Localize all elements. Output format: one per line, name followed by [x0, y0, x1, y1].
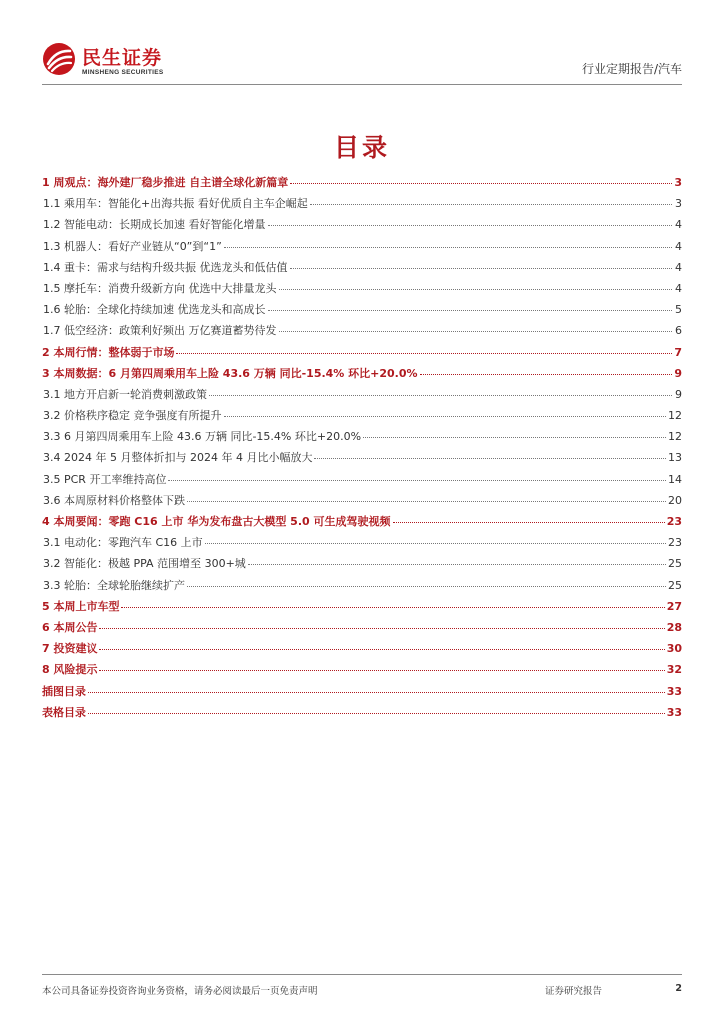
toc-entry-subsection[interactable] [42, 280, 682, 301]
toc-dot-leader [290, 183, 672, 184]
page-number: 2 [675, 983, 682, 994]
toc-entry-title[interactable]: 插图目录 [42, 684, 86, 698]
toc-entry-title[interactable]: 1.5 摩托车：消费升级新方向 优选中大排量龙头 [43, 281, 277, 295]
toc-entry-page[interactable]: 27 [666, 599, 682, 613]
toc-entry-subsection[interactable] [42, 492, 682, 513]
toc-dot-leader [209, 395, 672, 396]
toc-dot-leader [187, 501, 666, 502]
toc-entry-section[interactable] [42, 365, 682, 386]
footer-divider [42, 974, 682, 975]
toc-entry-page[interactable]: 23 [668, 536, 682, 550]
toc-entry-title[interactable]: 3.1 电动化：零跑汽车 C16 上市 [43, 536, 203, 550]
toc-entry-title[interactable]: 1.7 低空经济：政策利好频出 万亿赛道蓄势待发 [43, 324, 277, 338]
toc-entry-section[interactable] [42, 344, 682, 365]
toc-entry-title[interactable]: 3 本周数据：6 月第四周乘用车上险 43.6 万辆 同比-15.4% 环比+20.0% [42, 366, 418, 380]
toc-entry-subsection[interactable] [42, 428, 682, 449]
toc-entry-title[interactable]: 3.6 本周原材料价格整体下跌 [43, 493, 185, 507]
toc-entry-page[interactable]: 3 [675, 197, 682, 211]
toc-entry-subsection[interactable] [42, 386, 682, 407]
toc-dot-leader [290, 268, 673, 269]
toc-entry-title[interactable]: 8 风险提示 [42, 663, 98, 677]
toc-entry-subsection[interactable] [42, 407, 682, 428]
toc-dot-leader [224, 247, 672, 248]
toc-entry-subsection[interactable] [42, 577, 682, 598]
toc-entry-page[interactable]: 9 [674, 366, 682, 380]
toc-dot-leader [205, 543, 666, 544]
toc-entry-page[interactable]: 28 [666, 620, 682, 634]
toc-entry-page[interactable]: 20 [668, 493, 682, 507]
toc-entry-title[interactable]: 6 本周公告 [42, 620, 98, 634]
toc-dot-leader [99, 628, 664, 629]
toc-entry-section[interactable] [42, 513, 682, 534]
toc-entry-page[interactable]: 12 [668, 409, 682, 423]
toc-dot-leader [121, 607, 664, 608]
toc-entry-section[interactable] [42, 704, 682, 725]
toc-entry-page[interactable]: 4 [675, 281, 682, 295]
toc-entry-title[interactable]: 3.1 地方开启新一轮消费刺激政策 [43, 387, 207, 401]
toc-dot-leader [187, 586, 666, 587]
toc-dot-leader [88, 692, 665, 693]
toc-entry-title[interactable]: 3.2 智能化：极越 PPA 范围增至 300+城 [43, 557, 246, 571]
toc-entry-page[interactable]: 23 [666, 515, 682, 528]
toc-entry-title[interactable]: 1.1 乘用车：智能化+出海共振 看好优质自主车企崛起 [43, 197, 308, 211]
toc-entry-page[interactable]: 14 [668, 472, 682, 486]
toc-entry-page[interactable]: 7 [674, 345, 682, 359]
toc-entry-section[interactable] [42, 661, 682, 682]
toc-entry-title[interactable]: 3.4 2024 年 5 月整体折扣与 2024 年 4 月比小幅放大 [43, 451, 313, 465]
toc-entry-section[interactable] [42, 174, 682, 195]
minsheng-logo-icon [42, 42, 76, 76]
toc-entry-page[interactable]: 4 [675, 260, 682, 274]
toc-entry-page[interactable]: 4 [675, 239, 682, 253]
toc-entry-title[interactable]: 1.4 重卡：需求与结构升级共振 优选龙头和低估值 [43, 260, 288, 274]
page-header [42, 38, 682, 82]
toc-entry-subsection[interactable] [42, 301, 682, 322]
toc-dot-leader [99, 649, 664, 650]
toc-entry-title[interactable]: 2 本周行情：整体弱于市场 [42, 345, 175, 359]
toc-dot-leader [176, 353, 672, 354]
toc-entry-subsection[interactable] [42, 471, 682, 492]
toc-entry-section[interactable] [42, 619, 682, 640]
toc-entry-page[interactable]: 4 [675, 218, 682, 232]
toc-entry-title[interactable]: 3.3 轮胎：全球轮胎继续扩产 [43, 578, 185, 592]
toc-entry-title[interactable]: 7 投资建议 [42, 642, 98, 656]
toc-entry-title[interactable]: 5 本周上市车型 [42, 599, 120, 613]
toc-entry-page[interactable]: 5 [675, 303, 682, 317]
logo-chinese-name: 民生证券 [82, 47, 163, 69]
toc-entry-subsection[interactable] [42, 259, 682, 280]
toc-entry-title[interactable]: 3.3 6 月第四周乘用车上险 43.6 万辆 同比-15.4% 环比+20.0% [43, 430, 362, 444]
toc-entry-subsection[interactable] [42, 534, 682, 555]
document-type: 行业定期报告/汽车 [581, 62, 682, 76]
footer-disclaimer: 本公司具备证券投资咨询业务资格，请务必阅读最后一页免责声明 [42, 986, 318, 997]
toc-dot-leader [279, 289, 673, 290]
toc-entry-page[interactable]: 33 [666, 705, 682, 719]
toc-entry-page[interactable]: 25 [668, 578, 682, 592]
toc-dot-leader [363, 437, 666, 438]
table-of-contents [42, 174, 682, 725]
company-logo [42, 42, 177, 78]
toc-dot-leader [248, 564, 666, 565]
toc-entry-title[interactable]: 3.5 PCR 开工率维持高位 [43, 472, 167, 486]
toc-entry-page[interactable]: 32 [666, 663, 682, 677]
toc-entry-section[interactable] [42, 598, 682, 619]
toc-dot-leader [224, 416, 667, 417]
toc-entry-subsection[interactable] [42, 195, 682, 216]
toc-dot-leader [88, 713, 665, 714]
toc-dot-leader [268, 310, 673, 311]
toc-entry-title[interactable]: 表格目录 [42, 705, 86, 719]
toc-title: 目录 [333, 133, 390, 162]
toc-entry-title[interactable]: 3.2 价格秩序稳定 竞争强度有所提升 [43, 409, 222, 423]
toc-dot-leader [99, 670, 664, 671]
toc-dot-leader [310, 204, 672, 205]
toc-entry-page[interactable]: 30 [666, 642, 682, 656]
toc-entry-title[interactable]: 1.2 智能电动：长期成长加速 看好智能化增量 [43, 218, 266, 232]
footer-report-type: 证券研究报告 [545, 986, 603, 997]
toc-entry-subsection[interactable] [42, 449, 682, 470]
toc-entry-subsection[interactable] [42, 555, 682, 576]
header-divider [42, 84, 682, 85]
toc-dot-leader [168, 480, 666, 481]
toc-entry-subsection[interactable] [42, 216, 682, 237]
toc-entry-title[interactable]: 1.6 轮胎：全球化持续加速 优选龙头和高成长 [43, 303, 266, 317]
toc-entry-page[interactable]: 12 [668, 430, 682, 444]
toc-entry-page[interactable]: 9 [675, 387, 682, 401]
toc-entry-section[interactable] [42, 640, 682, 661]
toc-entry-subsection[interactable] [42, 238, 682, 259]
toc-entry-page[interactable]: 3 [674, 176, 682, 189]
toc-entry-page[interactable]: 33 [666, 684, 682, 698]
toc-dot-leader [314, 458, 666, 459]
toc-entry-title[interactable]: 1.3 机器人：看好产业链从“0”到“1” [43, 239, 222, 253]
toc-entry-page[interactable]: 25 [668, 557, 682, 571]
toc-entry-title[interactable]: 1 周观点：海外建厂稳步推进 自主谱全球化新篇章 [42, 176, 289, 189]
toc-entry-section[interactable] [42, 683, 682, 704]
toc-dot-leader [420, 374, 672, 375]
toc-entry-page[interactable]: 6 [675, 324, 682, 338]
logo-english-name: MINSHENG SECURITIES [82, 69, 164, 76]
toc-dot-leader [393, 522, 665, 523]
toc-dot-leader [279, 331, 673, 332]
toc-entry-page[interactable]: 13 [668, 451, 682, 465]
toc-entry-title[interactable]: 4 本周要闻：零跑 C16 上市 华为发布盘古大模型 5.0 可生成驾驶视频 [42, 515, 391, 528]
toc-entry-subsection[interactable] [42, 322, 682, 343]
toc-dot-leader [268, 225, 673, 226]
